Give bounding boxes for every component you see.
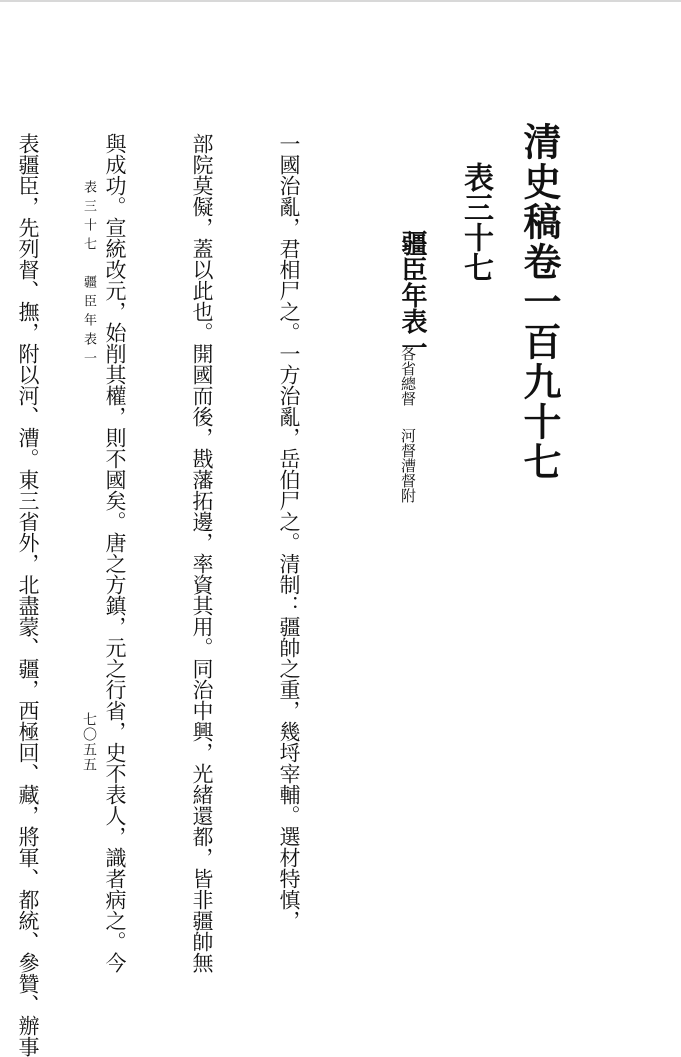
subtitle-river-grain-directors: 河督漕督附 xyxy=(399,428,417,503)
body-line-1: 一國治亂，君相尸之。一方治亂，岳伯尸之。清制：疆帥之重，幾埒宰輔。選材特慎， xyxy=(277,133,301,931)
body-line-2: 部院莫儗，蓋以此也。開國而後，戡藩拓邊，率資其用。同治中興，光緒還都，皆非疆帥無 xyxy=(190,133,214,973)
section-title: 疆臣年表一 xyxy=(397,230,427,360)
page-number: 七〇五五 xyxy=(81,712,97,772)
body-line-3: 與成功。宣統改元，始削其權，則不國矣。唐之方鎮，元之行省，史不表人，識者病之。今 xyxy=(103,133,127,973)
subtitle-provincial-governors: 各省總督 xyxy=(399,346,417,406)
book-title: 清史稿卷一百九十七 xyxy=(517,122,562,482)
table-number: 表三十七 xyxy=(458,162,493,282)
running-head: 表三十七 疆臣年表一 xyxy=(81,180,96,370)
body-line-4: 表疆臣，先列督、撫，附以河、漕。東三省外，北盡蒙、疆，西極回、藏，將軍、都統、參贊、辦事 xyxy=(16,133,40,1057)
page-edge xyxy=(0,0,681,2)
